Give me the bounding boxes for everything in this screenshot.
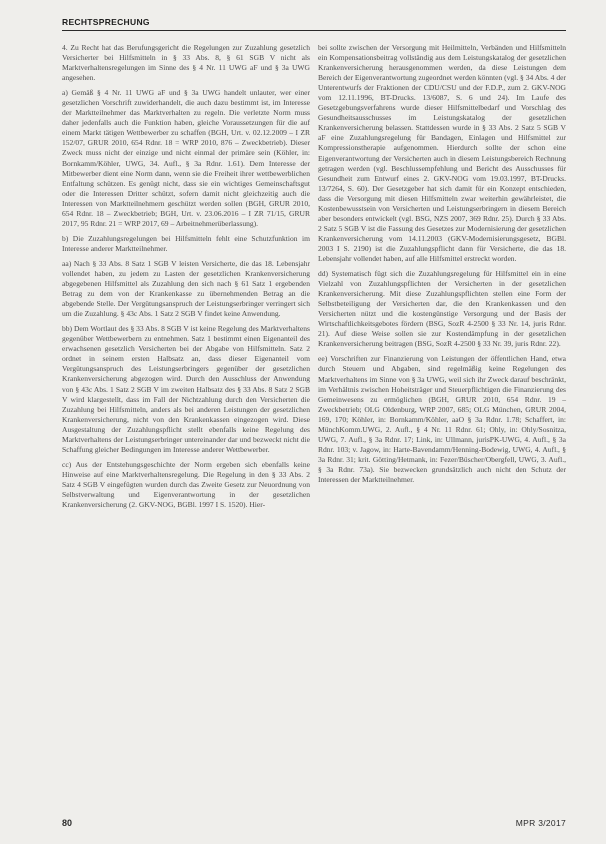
paragraph: b) Die Zuzahlungsregelungen bei Hilfsmitteln fehlt eine Schutzfunktion im Interesse anderer Marktteilnehmer. bbox=[62, 233, 310, 253]
paragraph: bb) Dem Wortlaut des § 33 Abs. 8 SGB V ist keine Regelung des Marktverhaltens gegenüber Wettbewerbern zu entnehmen. Satz 1 bestimmt einen Eigenanteil des erwachsenen gesetzlich Versicherten bei der Abgabe von Hilfsmitteln. Satz 2 ordnet in seinem ersten Halbsatz an, dass dieser Eigenanteil vom Vergütungsanspruch des Leistungserbringers gegenüber der gesetzlichen Krankenversicherung abgezogen wird. Durch den Ausschluss der Anwendung von § 43c Abs. 1 Satz 2 SGB V im zweiten Halbsatz des § 33 Abs. 8 Satz 2 SGB V wird klargestellt, dass im Fall der Nichtzahlung durch den Versicherten die Zuzahlung bei Hilfsmitteln, anders als bei anderen Leistungen der gesetzlichen Krankenversicherung, nicht von den Krankenkassen eingezogen wird. Diese Ausgestaltung der Zuzahlungspflicht stellt ebenfalls keine Regelung des Marktverhaltens der Leistungserbringer untereinander dar und bezweckt nicht die Schaffung gleicher Bedingungen im Interesse anderer Wettbewerber. bbox=[62, 324, 310, 454]
header-rule bbox=[62, 30, 566, 31]
right-column bbox=[318, 43, 566, 490]
journal-issue: MPR 3/2017 bbox=[515, 818, 566, 828]
section-header: RECHTSPRECHUNG bbox=[62, 17, 150, 27]
paragraph: ee) Vorschriften zur Finanzierung von Leistungen der öffentlichen Hand, etwa durch Steuern und Abgaben, sind regelmäßig keine Regelungen des Marktverhaltens im Sinne von § 3a UWG, weil sich ihr Zweck darauf beschränkt, im Verhältnis zwischen Hoheitsträger und Steuerpflichtigen die Finanzierung des Gemeinwesens zu ermöglichen (BGH, GRUR 2010, 654 Rdnr. 19 – Zweckbetrieb; OLG Oldenburg, WRP 2007, 685; OLG München, GRUR 2004, 169, 170; Köhler, in: Bornkamm/Köhler, aaO § 3a Rdnr. 1.78; Schaffert, in: MünchKomm.UWG, 2. Aufl., § 4 Nr. 11 Rdnr. 61; Ohly, in: Ohly/Sosnitza, UWG, 7. Aufl., § 3a Rdnr. 17; Link, in: Ullmann, jurisPK-UWG, 4. Aufl., § 3a Rdnr. 103; v. Jagow, in: Harte-Bavendamm/Henning-Bodewig, UWG, 4. Aufl., § 3a Rdnr. 31; krit. Götting/Hetmank, in: Fezer/Büscher/Obergfell, UWG, 3. Aufl., § 3a Rdnr. 73a). Sie bezwecken grundsätzlich auch nicht den Schutz der Interessen der Marktteilnehmer. bbox=[318, 354, 566, 484]
paragraph: 4. Zu Recht hat das Berufungsgericht die Regelungen zur Zuzahlung gesetzlich Versicherter bei Hilfsmitteln in § 33 Abs. 8, § 61 SGB V nicht als Marktverhaltensregelungen im Sinne des § 4 Nr. 11 UWG aF und § 3a UWG angesehen. bbox=[62, 43, 310, 83]
paragraph: cc) Aus der Entstehungsgeschichte der Norm ergeben sich ebenfalls keine Hinweise auf eine Marktverhaltensregelung. Die Regelung in den § 33 Abs. 2 Satz 4 SGB V eingefügten wurden durch das Zweite Gesetz zur Neuordnung von Selbstverwaltung und Eigenverantwortung in der gesetzlichen Krankenversicherung (2. GKV-NOG, BGBl. 1997 I S. 1520). Hier- bbox=[62, 459, 310, 510]
paragraph: bei sollte zwischen der Versorgung mit Heilmitteln, Verbänden und Hilfsmitteln ein Kompensationsbeitrag vollständig aus dem Leistungskatalog der gesetzlichen Krankenversicherung herausgenommen werden, da diese Leistungen dem Bereich der Eigenverantwortung zugeordnet werden könnten (vgl. § 34 Abs. 4 der Unterentwurfs der Fraktionen der CDU/CSU und der F.D.P., zum 2. GKV-NOG vom 12.11.1996, BT-Drucks. 13/6087, S. 6 und 24). Im Laufe des Gesetzgebungsverfahrens wurde dieser Hilfsmittelbedarf und Vorschlag des Gesundheitsausschusses im Leistungskatalog der gesetzlichen Krankenversicherung belassen. Stattdessen wurde in § 33 Abs. 2 Satz 5 SGB V aF eine Zuzahlungsregelung für Bandagen, Einlagen und Hilfsmittel zur Kompressionstherapie aufgenommen. Hierdurch sollte der schon eine Eigenverantwortung der Versicherten auch in diesem Leistungsbereich Rechnung getragen werden (vgl. Beschlussempfehlung und Bericht des Ausschusses für Gesundheit zum Entwurf eines 2. GKV-NOG vom 19.03.1997, BT-Drucks. 13/7264, S. 60). Der Gesetzgeber hat sich damit für ein Konzept entschieden, dass die Versorgung mit diesen Hilfsmitteln zwar weiterhin gewährleistet, die Kostenbewusstsein von Versicherten und Leistungserbringern in diesem Bereich aber besonders entwickelt (vgl. BSG, NZS 2007, 369 Rdnr. 25). Durch § 33 Abs. 2 Satz 5 SGB V ist die Fassung des Gesetzes zur Modernisierung der gesetzlichen Krankenversicherung vom 14.11.2003 (GKV-Modernisierungsgesetz, BGBl. 2003 I S. 2190) ist die Zuzahlungspflicht dann für Versicherte, die das 18. Lebensjahr vollendet haben, auf alle Hilfsmittel erstreckt worden. bbox=[318, 43, 566, 263]
paragraph: a) Gemäß § 4 Nr. 11 UWG aF und § 3a UWG handelt unlauter, wer einer gesetzlichen Vorschrift zuwiderhandelt, die auch dazu bestimmt ist, im Interesse der Marktteilnehmer das Marktverhalten zu regeln. Die verletzte Norm muss daher jedenfalls auch die Funktion haben, gleiche Voraussetzungen für die auf einem Markt tätigen Wettbewerber zu schaffen (BGH, Urt. v. 02.12.2009 – I ZR 152/07, GRUR 2010, 654 Rdnr. 18 = WRP 2010, 876 – Zweckbetrieb). Dieser Zweck muss nicht der einzige und nicht einmal der primäre sein (Köhler, in: Bornkamm/Köhler, UWG, 34. Aufl., § 3a Rdnr. 1.61). Dem Interesse der Mitbewerber dient eine Norm dann, wenn sie die Freiheit ihrer wettbewerblichen Entfaltung schützen. Es genügt nicht, dass sie ein wichtiges Gemeinschaftsgut oder die Interessen Dritter schützt, sofern damit nicht gleichzeitig auch die Interessen von Marktteilnehmern geschützt werden sollen (BGH, GRUR 2010, 654 Rdnr. 18 – Zweckbetrieb; BGH, Urt. v. 23.06.2016 – I ZR 71/15, GRUR 2017, 95 Rdnr. 21 = WRP 2017, 69 – Arbeitnehmerüberlassung). bbox=[62, 88, 310, 228]
left-column bbox=[62, 43, 310, 515]
page-number: 80 bbox=[62, 818, 73, 828]
paragraph: dd) Systematisch fügt sich die Zuzahlungsregelung für Hilfsmittel ein in eine Vielzahl von Zuzahlungspflichten der Versicherten in der gesetzlichen Krankenversicherung. Mit diese Zuzahlungspflichten stellen eine Form der Selbstbeteiligung der Versicherten dar, die den Krankenkassen und den Versicherten nützt und die kostengünstige Versorgung und der Basis der Wirtschaftlichkeitsgebotes fördern (BSG, SozR 4-2500 § 33 Nr. 14, juris Rdnr. 21). Auf diese Weise sollen sie zur Kostendämpfung in der gesetzlichen Krankenversicherung beitragen (BSG, SozR 4-2500 § 33 Nr. 39, juris Rdnr. 22). bbox=[318, 269, 566, 349]
paragraph: aa) Nach § 33 Abs. 8 Satz 1 SGB V leisten Versicherte, die das 18. Lebensjahr vollendet haben, zu jedem zu Lasten der gesetzlichen Krankenversicherung abgegebenen Hilfsmittel als Zuzahlung den sich nach § 61 Satz 1 ergebenden Betrag zu dem von der Krankenkasse zu übernehmenden Betrag an die abgebende Stelle. Der Vergütungsanspruch der Leistungserbringer verringert sich um die Zuzahlung. § 43c Abs. 1 Satz 2 SGB V findet keine Anwendung. bbox=[62, 258, 310, 319]
